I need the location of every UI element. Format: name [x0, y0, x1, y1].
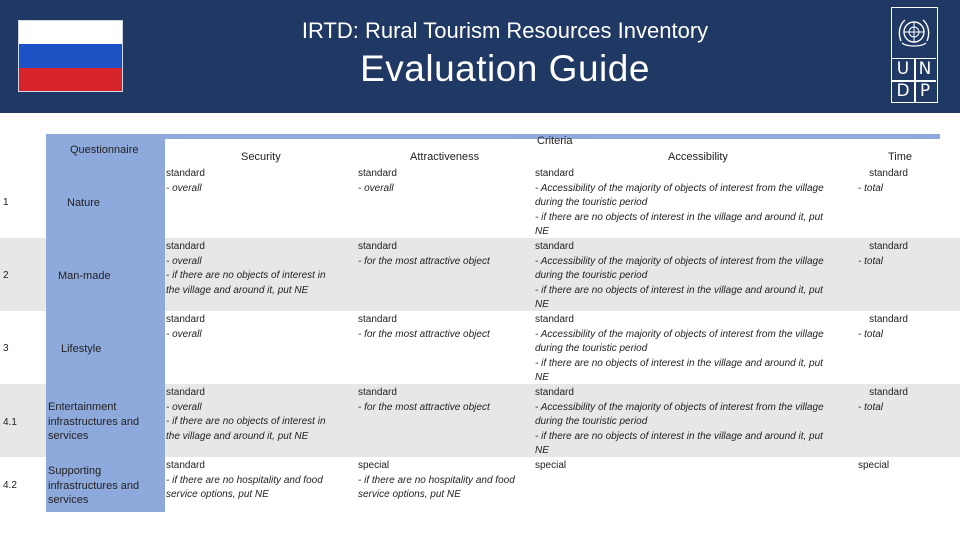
evaluation-table [0, 113, 960, 540]
row-number: 4.2 [3, 480, 17, 491]
accessibility-cell: standard - Accessibility of the majority of objects of interest from the village during the touristic period - if there are no objects of interest in the village and around it, put NE [535, 387, 824, 456]
time-cell: standard - total [858, 314, 908, 340]
accessibility-cell: standard - Accessibility of the majority of objects of interest from the village during the touristic period - if there are no objects of interest in the village and around it, put NE [535, 314, 824, 383]
row-label: Lifestyle [61, 343, 102, 355]
attractiveness-cell: standard - for the most attractive object [358, 241, 490, 267]
attractiveness-cell: standard - overall [358, 168, 397, 194]
accessibility-cell: standard - Accessibility of the majority of objects of interest from the village during the touristic period - if there are no objects of interest in the village and around it, put NE [535, 168, 824, 237]
column-security: Security [241, 151, 281, 163]
undp-letter-grid [892, 58, 936, 101]
attractiveness-cell: special - if there are no hospitality and food service options, put NE [358, 460, 515, 500]
time-cell: standard - total [858, 168, 908, 194]
column-attractiveness: Attractiveness [410, 151, 480, 163]
security-cell: standard - overall - if there are no objects of interest in the village and around it, put NE [166, 387, 326, 442]
attractiveness-cell: standard - for the most attractive object [358, 314, 490, 340]
undp-letter-d: D [896, 81, 910, 101]
header-banner [0, 0, 960, 113]
row-label: Nature [67, 197, 101, 209]
row-number: 2 [3, 270, 9, 281]
undp-logo [891, 7, 938, 103]
column-time: Time [888, 151, 913, 163]
time-cell: standard - total [858, 241, 908, 267]
time-cell: special [858, 460, 890, 471]
un-emblem-icon [892, 8, 936, 58]
undp-letter-n: N [918, 59, 932, 79]
security-cell: standard - overall - if there are no objects of interest in the village and around it, put NE [166, 241, 326, 296]
row-label: Supporting infrastructures and services [48, 465, 140, 506]
questionnaire-column [46, 134, 165, 512]
page-subtitle: Evaluation Guide [360, 48, 650, 89]
row-label: Entertainment infrastructures and services [48, 401, 140, 442]
undp-letter-p: P [919, 81, 931, 101]
time-cell: standard - total [858, 387, 908, 413]
attractiveness-cell: standard - for the most attractive object [358, 387, 490, 413]
undp-letter-u: U [896, 59, 910, 79]
row-label: Man-made [58, 270, 111, 282]
row-number: 3 [3, 343, 9, 354]
column-accessibility: Accessibility [668, 151, 728, 163]
row-number: 4.1 [3, 417, 17, 428]
page-title: IRTD: Rural Tourism Resources Inventory [301, 18, 709, 43]
criteria-header: Criteria [537, 135, 573, 147]
security-cell: standard - if there are no hospitality and food service options, put NE [166, 460, 323, 500]
row-number: 1 [3, 197, 9, 208]
accessibility-cell: special [535, 460, 567, 471]
accessibility-cell: standard - Accessibility of the majority of objects of interest from the village during the touristic period - if there are no objects of interest in the village and around it, put NE [535, 241, 824, 310]
security-cell: standard - overall [166, 168, 205, 194]
security-cell: standard - overall [166, 314, 205, 340]
questionnaire-header: Questionnaire [70, 144, 139, 156]
